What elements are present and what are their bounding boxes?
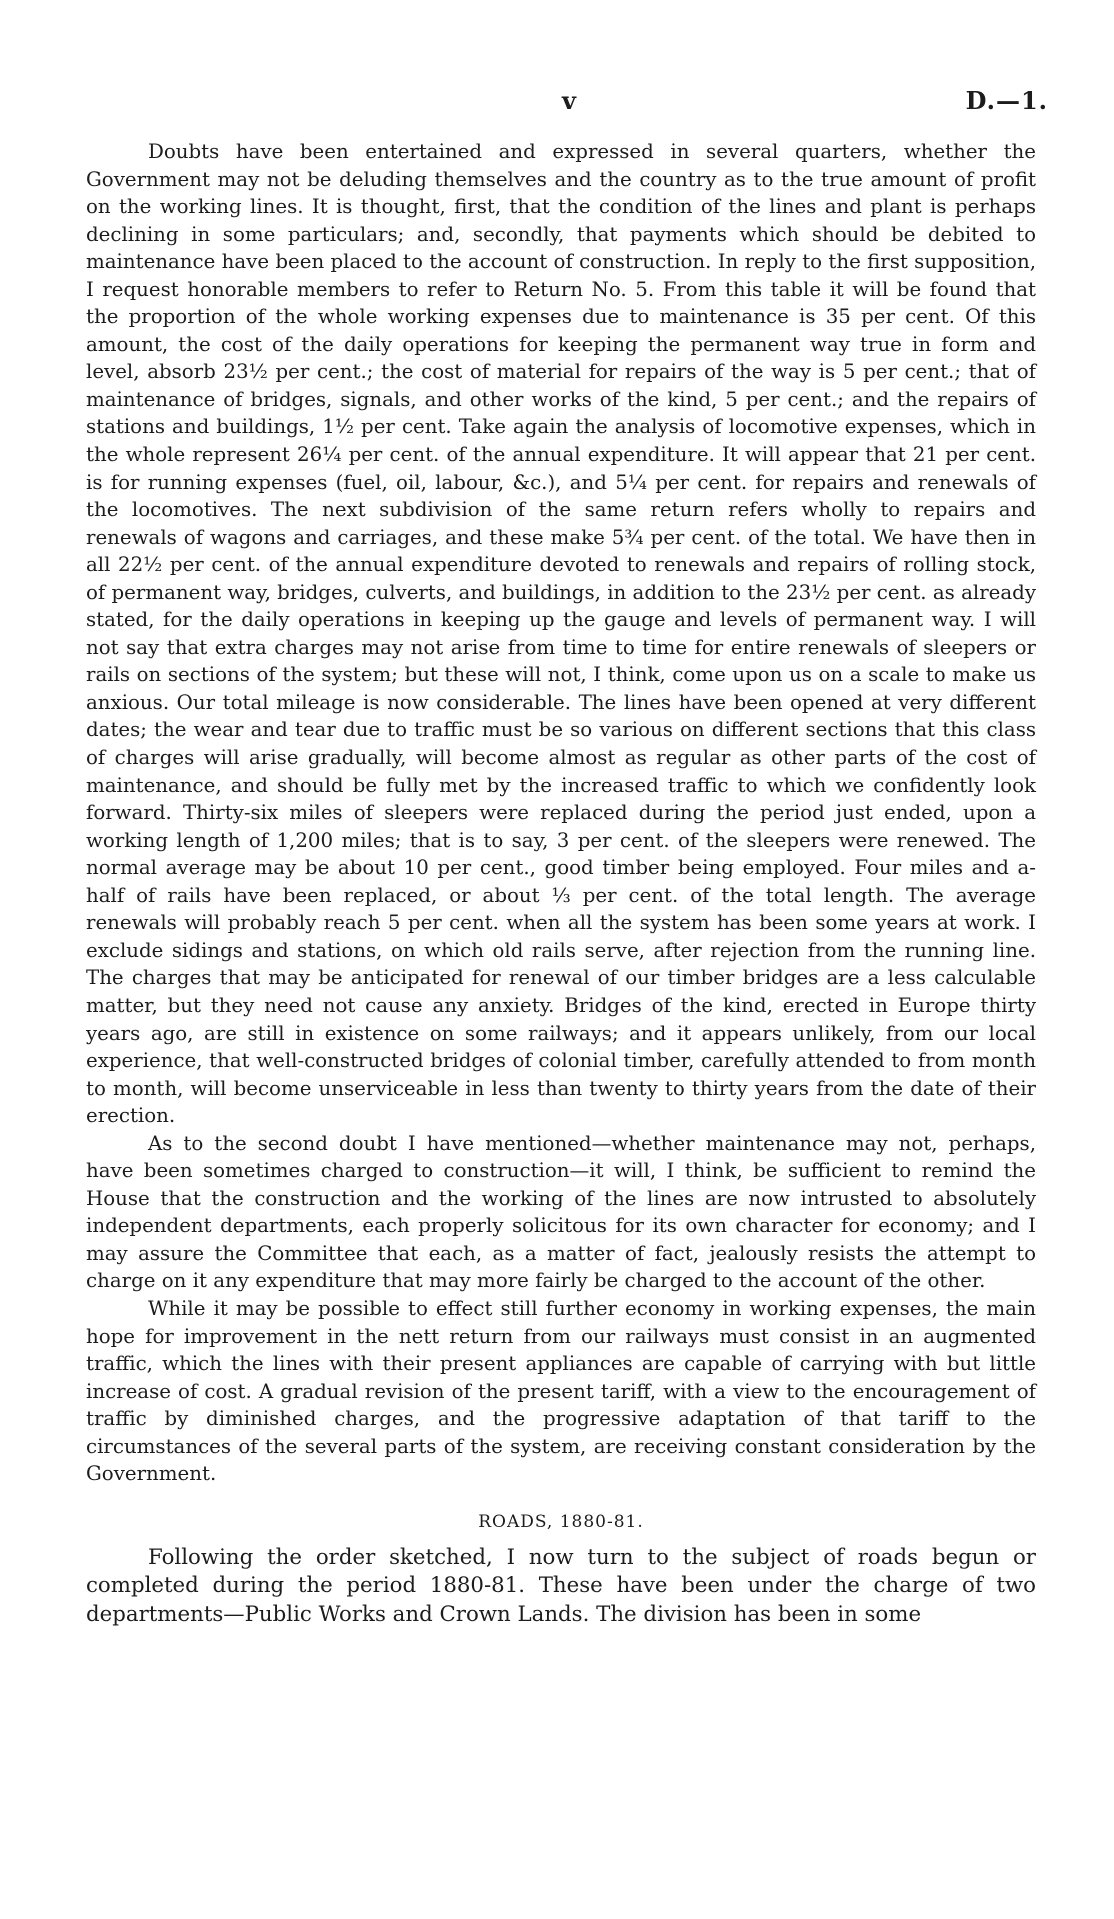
body-text (86, 138, 1036, 1629)
paragraph-economy: While it may be possible to effect still further economy in working expenses, the main hope for improvement in the nett return from our railways must consist in an augmented traffic, which the lines with their present appliances are capable of carrying with but little increase of cost. A gradual revision of the present tariff, with a view to the encouragement of traffic by diminished charges, and the progressive adaptation of that tariff to the circumstances of the several parts of the system, are receiving constant consideration by the Government. (86, 1296, 1036, 1486)
section-heading-roads: ROADS, 1880-81. (478, 1511, 644, 1532)
paragraph-maintenance: Doubts have been entertained and expressed in several quarters, whether the Government may not be deluding themselves and the country as to the true amount of profit on the working lines. It is thought, first, that the condition of the lines and plant is perhaps declining in some particulars; and, secondly, that payments which should be debited to maintenance have been placed to the account of construction. In reply to the first supposition, I request honorable members to refer to Return No. 5. From this table it will be found that the proportion of the whole working expenses due to maintenance is 35 per cent. Of this amount, the cost of the daily operations for keeping the permanent way true in form and level, absorb 23½ per cent.; the cost of material for repairs of the way is 5 per cent.; that of maintenance of bridges, signals, and other works of the kind, 5 per cent.; and the repairs of stations and buildings, 1½ per cent. Take again the analysis of locomotive expenses, which in the whole represent 26¼ per cent. of the annual expenditure. It will appear that 21 per cent. is for running expenses (fuel, oil, labour, &c.), and 5¼ per cent. for repairs and renewals of the locomotives. The next subdivision of the same return refers wholly to repairs and renewals of wagons and carriages, and these make 5¾ per cent. of the total. We have then in all 22½ per cent. of the annual expenditure devoted to renewals and repairs of rolling stock, of permanent way, bridges, culverts, and buildings, in addition to the 23½ per cent. as already stated, for the daily operations in keeping up the gauge and levels of permanent way. I will not say that extra charges may not arise from time to time for entire renewals of sleepers or rails on sections of the system; but these will not, I think, come upon us on a scale to make us anxious. Our total mileage is now considerable. The lines have been opened at very different dates; the wear and tear due to traffic must be so various on different sections that this class of charges will arise gradually, will become almost as regular as other parts of the cost of maintenance, and should be fully met by the increased traffic to which we confidently look forward. Thirty-six miles of sleepers were replaced during the period just ended, upon a working length of 1,200 miles; that is to say, 3 per cent. of the sleepers were renewed. The normal average may be about 10 per cent., good timber being employed. Four miles and a-half of rails have been replaced, or about ⅓ per cent. of the total length. The average renewals will probably reach 5 per cent. when all the system has been some years at work. I exclude sidings and stations, on which old rails serve, after rejection from the running line. The charges that may be anticipated for renewal of our timber bridges are a less calculable matter, but they need not cause any anxiety. Bridges of the kind, erected in Europe thirty years ago, are still in existence on some railways; and it appears unlikely, from our local experience, that well-constructed bridges of colonial timber, carefully attended to from month to month, will become unserviceable in less than twenty to thirty years from the date of their erection. (86, 140, 1036, 1128)
page-header (86, 86, 1048, 122)
document-reference: D.—1. (965, 86, 1048, 115)
page-number: v (562, 86, 577, 115)
paragraph-roads: Following the order sketched, I now turn to the subject of roads begun or completed during the period 1880-81. These have been under the charge of two departments—Public Works and Crown Lands. The division has been in some (86, 1544, 1036, 1627)
paragraph-second-doubt: As to the second doubt I have mentioned—whether maintenance may not, perhaps, have been sometimes charged to construction—it will, I think, be sufficient to remind the House that the construction and the working of the lines are now intrusted to absolutely independent departments, each properly solicitous for its own character for economy; and I may assure the Committee that each, as a matter of fact, jealously resists the attempt to charge on it any expenditure that may more fairly be charged to the account of the other. (86, 1131, 1036, 1293)
